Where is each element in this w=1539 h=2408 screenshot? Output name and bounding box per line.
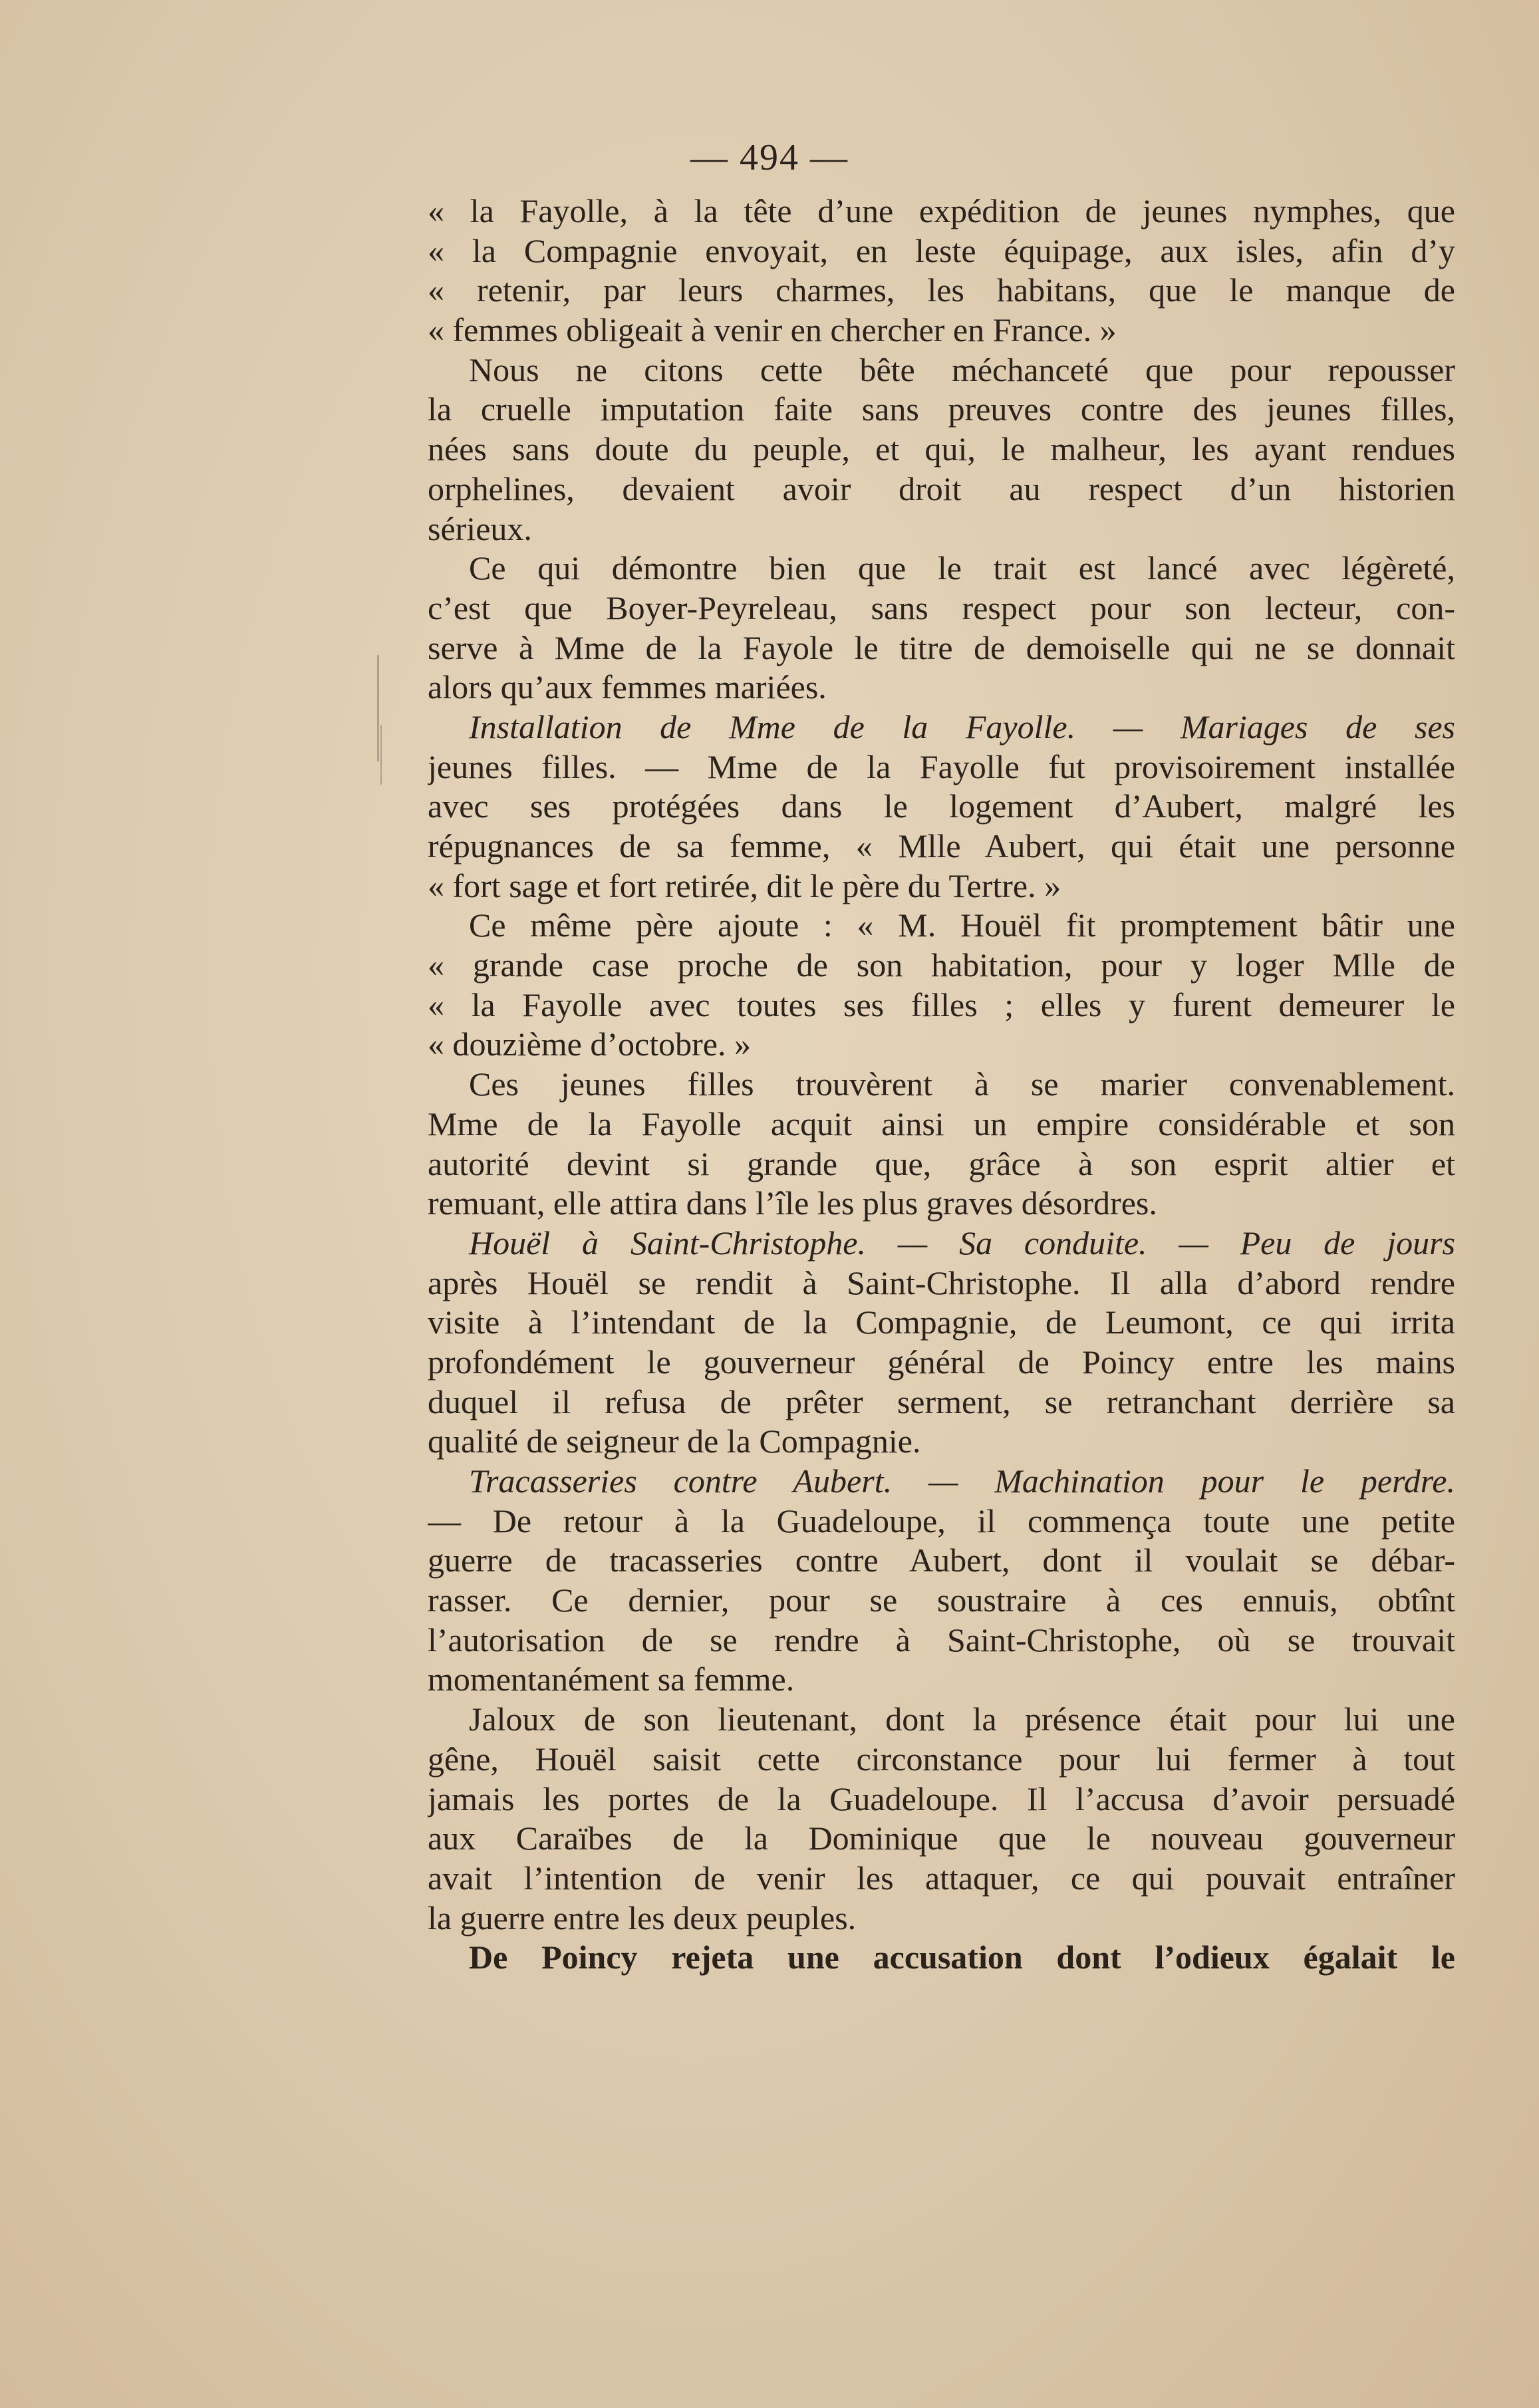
- text-line: avait l’intention de venir les attaquer, ce qui pouvait entraîner: [428, 1859, 1455, 1897]
- text-line: « grande case proche de son habitation, pour y loger Mlle de: [428, 946, 1455, 984]
- text-line: après Houël se rendit à Saint-Christophe. Il alla d’abord rendre: [428, 1264, 1455, 1301]
- text-line: jeunes filles. — Mme de la Fayolle fut provisoirement installée: [428, 747, 1455, 785]
- margin-rule-mark: [380, 725, 382, 785]
- page-number: — 494 —: [690, 137, 849, 178]
- text-line: Mme de la Fayolle acquit ainsi un empire considérable et son: [428, 1105, 1455, 1142]
- section-heading-line: Tracasseries contre Aubert. — Machination pour le perdre.: [469, 1462, 1455, 1500]
- text-line: alors qu’aux femmes mariées.: [428, 668, 827, 706]
- text-line: c’est que Boyer-Peyreleau, sans respect pour son lecteur, con-: [428, 589, 1455, 626]
- text-line: Nous ne citons cette bête méchanceté que pour repousser: [469, 350, 1455, 388]
- text-line: aux Caraïbes de la Dominique que le nouveau gouverneur: [428, 1819, 1455, 1857]
- text-line: « douzième d’octobre. »: [428, 1025, 751, 1063]
- text-line: duquel il refusa de prêter serment, se retranchant derrière sa: [428, 1383, 1455, 1420]
- text-line: De Poincy rejeta une accusation dont l’odieux égalait le: [469, 1939, 1455, 1976]
- margin-rule-mark: [377, 655, 379, 761]
- text-line: « la Fayolle, à la tête d’une expédition de jeunes nymphes, que: [428, 192, 1455, 229]
- text-line: gêne, Houël saisit cette circonstance pour lui fermer à tout: [428, 1740, 1455, 1778]
- text-line: jamais les portes de la Guadeloupe. Il l’accusa d’avoir persuadé: [428, 1780, 1455, 1817]
- text-line: guerre de tracasseries contre Aubert, dont il voulait se débar-: [428, 1541, 1455, 1579]
- text-line: serve à Mme de la Fayole le titre de demoiselle qui ne se donnait: [428, 628, 1455, 666]
- text-line: « la Compagnie envoyait, en leste équipage, aux isles, afin d’y: [428, 231, 1455, 269]
- text-line: « fort sage et fort retirée, dit le père du Tertre. »: [428, 867, 1061, 904]
- section-heading-line: Installation de Mme de la Fayolle. — Mariages de ses: [469, 708, 1455, 745]
- text-line: Ces jeunes filles trouvèrent à se marier convenablement.: [469, 1065, 1455, 1103]
- text-line: répugnances de sa femme, « Mlle Aubert, qui était une personne: [428, 827, 1455, 865]
- text-line: profondément le gouverneur général de Poincy entre les mains: [428, 1343, 1455, 1381]
- text-line: Ce même père ajoute : « M. Houël fit promptement bâtir une: [469, 906, 1455, 944]
- text-line: remuant, elle attira dans l’île les plus graves désordres.: [428, 1184, 1157, 1222]
- text-line: la guerre entre les deux peuples.: [428, 1899, 857, 1937]
- text-line: rasser. Ce dernier, pour se soustraire à ces ennuis, obtînt: [428, 1581, 1455, 1619]
- text-line: orphelines, devaient avoir droit au respect d’un historien: [428, 469, 1455, 507]
- text-line: sérieux.: [428, 509, 532, 547]
- text-line: l’autorisation de se rendre à Saint-Christophe, où se trouvait: [428, 1621, 1455, 1659]
- text-line: Ce qui démontre bien que le trait est lancé avec légèreté,: [469, 549, 1455, 587]
- text-line: Jaloux de son lieutenant, dont la présence était pour lui une: [469, 1700, 1455, 1738]
- text-line: qualité de seigneur de la Compagnie.: [428, 1422, 921, 1460]
- text-line: visite à l’intendant de la Compagnie, de Leumont, ce qui irrita: [428, 1303, 1455, 1341]
- text-line: nées sans doute du peuple, et qui, le malheur, les ayant rendues: [428, 430, 1455, 468]
- text-line: autorité devint si grande que, grâce à son esprit altier et: [428, 1144, 1455, 1182]
- text-line: la cruelle imputation faite sans preuves contre des jeunes filles,: [428, 390, 1455, 428]
- text-line: « retenir, par leurs charmes, les habitans, que le manque de: [428, 271, 1455, 309]
- body-text: [428, 192, 1455, 1978]
- text-line: avec ses protégées dans le logement d’Aubert, malgré les: [428, 787, 1455, 825]
- text-line: « femmes obligeait à venir en chercher en France. »: [428, 311, 1117, 349]
- section-heading-line: Houël à Saint-Christophe. — Sa conduite. — Peu de jours: [469, 1224, 1455, 1262]
- text-line: momentanément sa femme.: [428, 1661, 795, 1698]
- text-line: « la Fayolle avec toutes ses filles ; elles y furent demeurer le: [428, 986, 1455, 1023]
- text-line: — De retour à la Guadeloupe, il commença toute une petite: [428, 1502, 1455, 1539]
